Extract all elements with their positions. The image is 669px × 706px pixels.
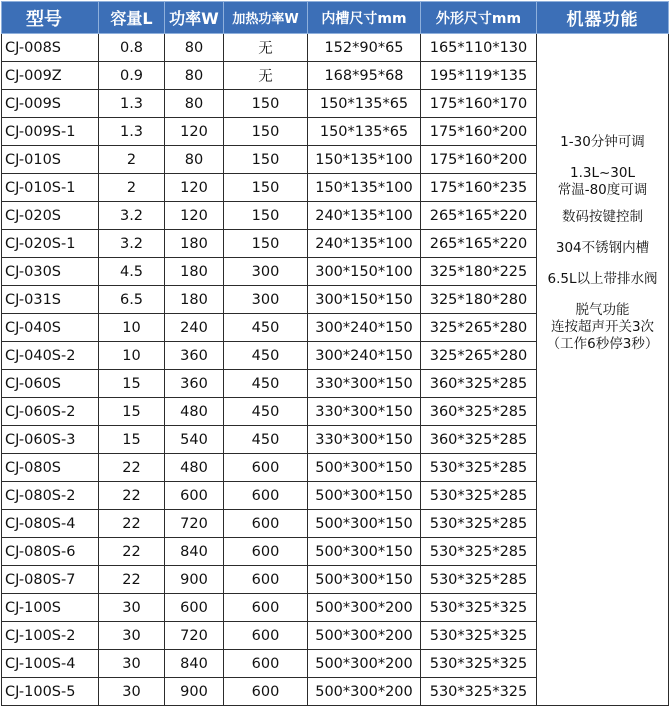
- cell-outer-size: 360*325*285: [421, 426, 537, 454]
- cell-capacity: 10: [99, 342, 165, 370]
- cell-capacity: 10: [99, 314, 165, 342]
- cell-inner-size: 500*300*150: [308, 510, 421, 538]
- cell-heating-power: 无: [224, 34, 308, 62]
- cell-power: 840: [165, 650, 224, 678]
- cell-heating-power: 150: [224, 146, 308, 174]
- cell-heating-power: 600: [224, 594, 308, 622]
- cell-heating-power: 450: [224, 370, 308, 398]
- cell-heating-power: 无: [224, 62, 308, 90]
- cell-inner-size: 240*135*100: [308, 230, 421, 258]
- cell-model: CJ-100S-2: [2, 622, 99, 650]
- cell-capacity: 0.8: [99, 34, 165, 62]
- cell-heating-power: 150: [224, 90, 308, 118]
- cell-inner-size: 168*95*68: [308, 62, 421, 90]
- function-line: 连按超声开关3次: [550, 319, 655, 335]
- cell-heating-power: 600: [224, 482, 308, 510]
- cell-heating-power: 150: [224, 118, 308, 146]
- cell-capacity: 1.3: [99, 118, 165, 146]
- cell-power: 120: [165, 174, 224, 202]
- header-heating-power: 加热功率W: [224, 2, 308, 34]
- cell-inner-size: 500*300*150: [308, 482, 421, 510]
- cell-power: 720: [165, 622, 224, 650]
- cell-power: 360: [165, 342, 224, 370]
- cell-heating-power: 600: [224, 454, 308, 482]
- cell-power: 360: [165, 370, 224, 398]
- cell-outer-size: 325*265*280: [421, 342, 537, 370]
- cell-capacity: 2: [99, 146, 165, 174]
- header-row: [2, 2, 669, 34]
- cell-capacity: 1.3: [99, 90, 165, 118]
- cell-outer-size: 360*325*285: [421, 370, 537, 398]
- cell-capacity: 22: [99, 510, 165, 538]
- cell-inner-size: 150*135*100: [308, 174, 421, 202]
- cell-power: 120: [165, 118, 224, 146]
- cell-capacity: 22: [99, 454, 165, 482]
- cell-power: 480: [165, 454, 224, 482]
- table-header: [2, 2, 669, 34]
- cell-heating-power: 600: [224, 510, 308, 538]
- cell-outer-size: 265*165*220: [421, 230, 537, 258]
- cell-model: CJ-040S-2: [2, 342, 99, 370]
- cell-inner-size: 500*300*200: [308, 678, 421, 706]
- cell-capacity: 3.2: [99, 230, 165, 258]
- function-item: [537, 271, 668, 288]
- header-outer-size: 外形尺寸mm: [421, 2, 537, 34]
- cell-outer-size: 195*119*135: [421, 62, 537, 90]
- cell-outer-size: 530*325*285: [421, 510, 537, 538]
- cell-inner-size: 500*300*200: [308, 594, 421, 622]
- cell-heating-power: 300: [224, 286, 308, 314]
- cell-model: CJ-040S: [2, 314, 99, 342]
- cell-capacity: 30: [99, 678, 165, 706]
- cell-capacity: 2: [99, 174, 165, 202]
- cell-heating-power: 600: [224, 650, 308, 678]
- cell-heating-power: 450: [224, 426, 308, 454]
- functions-cell: [537, 34, 669, 706]
- cell-capacity: 4.5: [99, 258, 165, 286]
- cell-model: CJ-008S: [2, 34, 99, 62]
- cell-power: 900: [165, 566, 224, 594]
- cell-outer-size: 530*325*285: [421, 454, 537, 482]
- function-line: 1-30分钟可调: [560, 134, 645, 150]
- header-capacity: 容量L: [99, 2, 165, 34]
- cell-model: CJ-060S: [2, 370, 99, 398]
- cell-power: 840: [165, 538, 224, 566]
- function-item: [537, 165, 668, 199]
- cell-outer-size: 175*160*235: [421, 174, 537, 202]
- cell-power: 600: [165, 594, 224, 622]
- cell-model: CJ-080S-2: [2, 482, 99, 510]
- function-line: 数码按键控制: [562, 209, 643, 225]
- cell-inner-size: 500*300*150: [308, 454, 421, 482]
- cell-outer-size: 530*325*285: [421, 566, 537, 594]
- cell-power: 480: [165, 398, 224, 426]
- cell-outer-size: 530*325*325: [421, 622, 537, 650]
- cell-capacity: 22: [99, 538, 165, 566]
- cell-capacity: 6.5: [99, 286, 165, 314]
- cell-power: 120: [165, 202, 224, 230]
- cell-inner-size: 300*150*100: [308, 258, 421, 286]
- cell-inner-size: 500*300*200: [308, 622, 421, 650]
- header-functions: 机器功能: [537, 2, 669, 34]
- cell-model: CJ-031S: [2, 286, 99, 314]
- cell-capacity: 0.9: [99, 62, 165, 90]
- cell-heating-power: 150: [224, 230, 308, 258]
- cell-model: CJ-020S: [2, 202, 99, 230]
- cell-capacity: 15: [99, 398, 165, 426]
- cell-capacity: 15: [99, 370, 165, 398]
- cell-inner-size: 150*135*65: [308, 90, 421, 118]
- cell-heating-power: 450: [224, 314, 308, 342]
- function-line: 304不锈钢内槽: [555, 240, 650, 256]
- cell-inner-size: 300*150*150: [308, 286, 421, 314]
- cell-heating-power: 450: [224, 342, 308, 370]
- function-item: [537, 134, 668, 151]
- cell-model: CJ-100S-4: [2, 650, 99, 678]
- cell-model: CJ-030S: [2, 258, 99, 286]
- cell-model: CJ-009S: [2, 90, 99, 118]
- cell-outer-size: 165*110*130: [421, 34, 537, 62]
- function-item: [537, 240, 668, 257]
- cell-power: 180: [165, 258, 224, 286]
- cell-power: 80: [165, 62, 224, 90]
- cell-outer-size: 325*180*225: [421, 258, 537, 286]
- cell-outer-size: 175*160*200: [421, 146, 537, 174]
- function-line: 常温-80度可调: [557, 182, 648, 198]
- cell-inner-size: 330*300*150: [308, 426, 421, 454]
- cell-model: CJ-009Z: [2, 62, 99, 90]
- cell-outer-size: 530*325*285: [421, 538, 537, 566]
- cell-inner-size: 300*240*150: [308, 314, 421, 342]
- function-item: [537, 209, 668, 226]
- cell-model: CJ-010S: [2, 146, 99, 174]
- cell-inner-size: 500*300*200: [308, 650, 421, 678]
- cell-heating-power: 300: [224, 258, 308, 286]
- function-line: 脱气功能: [575, 302, 630, 318]
- cell-model: CJ-020S-1: [2, 230, 99, 258]
- cell-inner-size: 300*240*150: [308, 342, 421, 370]
- cell-inner-size: 330*300*150: [308, 370, 421, 398]
- cell-inner-size: 500*300*150: [308, 538, 421, 566]
- cell-capacity: 3.2: [99, 202, 165, 230]
- function-line: （工作6秒停3秒）: [546, 336, 659, 352]
- cell-capacity: 30: [99, 594, 165, 622]
- cell-outer-size: 265*165*220: [421, 202, 537, 230]
- cell-power: 80: [165, 146, 224, 174]
- cell-heating-power: 600: [224, 622, 308, 650]
- cell-heating-power: 450: [224, 398, 308, 426]
- cell-power: 80: [165, 90, 224, 118]
- cell-outer-size: 530*325*325: [421, 594, 537, 622]
- cell-outer-size: 530*325*325: [421, 678, 537, 706]
- cell-model: CJ-080S-6: [2, 538, 99, 566]
- table-row: [2, 34, 669, 62]
- cell-inner-size: 150*135*65: [308, 118, 421, 146]
- cell-outer-size: 530*325*285: [421, 482, 537, 510]
- function-item: [537, 302, 668, 353]
- cell-outer-size: 325*265*280: [421, 314, 537, 342]
- cell-inner-size: 150*135*100: [308, 146, 421, 174]
- cell-heating-power: 600: [224, 538, 308, 566]
- cell-power: 720: [165, 510, 224, 538]
- cell-power: 540: [165, 426, 224, 454]
- cell-outer-size: 325*180*280: [421, 286, 537, 314]
- cell-heating-power: 600: [224, 678, 308, 706]
- cell-power: 180: [165, 286, 224, 314]
- cell-inner-size: 240*135*100: [308, 202, 421, 230]
- cell-power: 240: [165, 314, 224, 342]
- cell-inner-size: 500*300*150: [308, 566, 421, 594]
- header-inner-size: 内槽尺寸mm: [308, 2, 421, 34]
- cell-power: 80: [165, 34, 224, 62]
- cell-power: 180: [165, 230, 224, 258]
- cell-model: CJ-100S: [2, 594, 99, 622]
- spec-table: [1, 1, 669, 706]
- header-model: 型号: [2, 2, 99, 34]
- cell-inner-size: 330*300*150: [308, 398, 421, 426]
- cell-heating-power: 150: [224, 202, 308, 230]
- cell-capacity: 15: [99, 426, 165, 454]
- cell-capacity: 22: [99, 566, 165, 594]
- table-body: [2, 34, 669, 706]
- cell-capacity: 30: [99, 650, 165, 678]
- function-line: 1.3L~30L: [569, 165, 635, 181]
- cell-model: CJ-060S-2: [2, 398, 99, 426]
- cell-power: 600: [165, 482, 224, 510]
- cell-outer-size: 530*325*325: [421, 650, 537, 678]
- cell-outer-size: 360*325*285: [421, 398, 537, 426]
- cell-inner-size: 152*90*65: [308, 34, 421, 62]
- cell-outer-size: 175*160*200: [421, 118, 537, 146]
- cell-power: 900: [165, 678, 224, 706]
- cell-capacity: 30: [99, 622, 165, 650]
- cell-outer-size: 175*160*170: [421, 90, 537, 118]
- cell-capacity: 22: [99, 482, 165, 510]
- cell-heating-power: 600: [224, 566, 308, 594]
- cell-model: CJ-010S-1: [2, 174, 99, 202]
- header-power: 功率W: [165, 2, 224, 34]
- cell-model: CJ-080S-4: [2, 510, 99, 538]
- cell-model: CJ-100S-5: [2, 678, 99, 706]
- function-line: 6.5L以上带排水阀: [547, 271, 658, 287]
- cell-model: CJ-080S-7: [2, 566, 99, 594]
- cell-model: CJ-080S: [2, 454, 99, 482]
- cell-model: CJ-060S-3: [2, 426, 99, 454]
- cell-heating-power: 150: [224, 174, 308, 202]
- cell-model: CJ-009S-1: [2, 118, 99, 146]
